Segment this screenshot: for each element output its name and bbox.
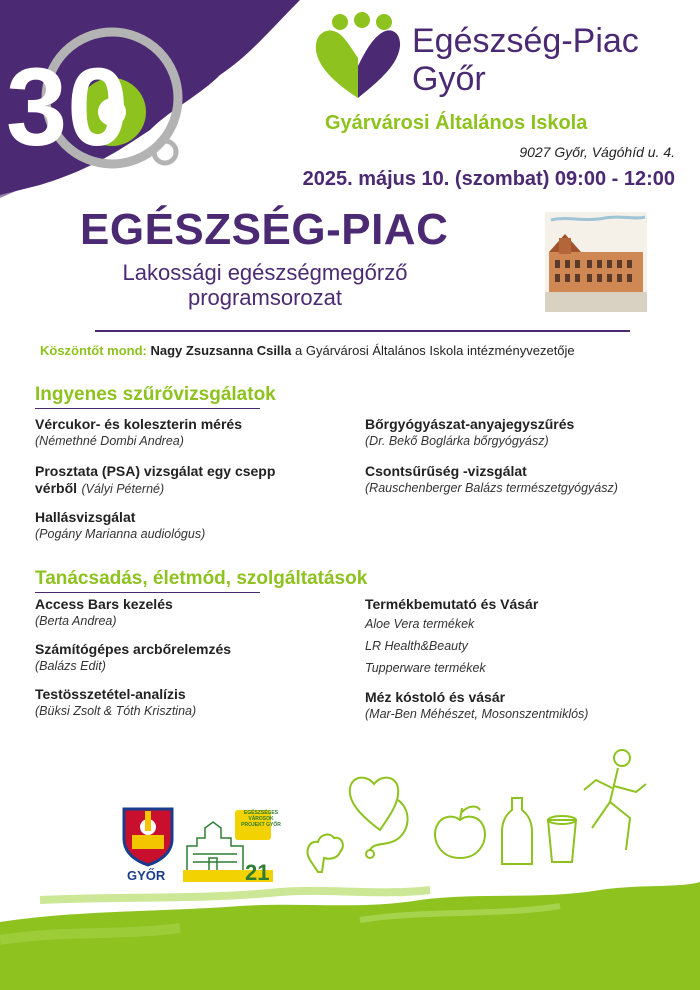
item-person: (Büksi Zsolt & Tóth Krisztina)	[35, 704, 197, 718]
event-title: EGÉSZSÉG-PIAC	[80, 205, 449, 254]
product-item: LR Health&Beauty	[365, 639, 468, 653]
event-subtitle-line1: Lakossági egészségmegőrző	[122, 260, 408, 285]
list-item	[365, 596, 685, 679]
cup-icon	[548, 820, 576, 862]
event-subtitle	[85, 260, 445, 310]
item-name: Vércukor- és koleszterin mérés	[35, 416, 242, 432]
egeszseg-piac-logo-icon	[310, 10, 410, 100]
anniversary-number: 30	[6, 46, 129, 169]
section-screenings-underline	[35, 408, 260, 409]
header-divider	[95, 330, 630, 332]
gyor-coat-of-arms	[118, 805, 178, 867]
list-item	[35, 596, 335, 630]
section-services-title: Tanácsadás, életmód, szolgáltatások	[35, 568, 368, 589]
broccoli-icon	[308, 835, 343, 872]
item-person: (Vályi Péterné)	[81, 482, 165, 496]
item-person: (Berta Andrea)	[35, 614, 117, 628]
event-subtitle-line2: programsorozat	[187, 285, 343, 310]
runner-icon	[614, 750, 630, 766]
list-item	[35, 416, 335, 450]
heart-icon	[350, 778, 398, 830]
list-item	[35, 463, 335, 498]
list-item	[35, 641, 335, 675]
item-person: (Rauschenberger Balázs természetgyógyász)	[365, 481, 618, 495]
greeting-speaker: Nagy Zsuzsanna Csilla	[150, 343, 292, 358]
anniversary-30-logo	[0, 20, 200, 180]
item-name: Prosztata (PSA) vizsgálat egy csepp	[35, 463, 276, 479]
product-item: Tupperware termékek	[365, 661, 486, 675]
school-building-illustration	[545, 212, 647, 312]
item-name: Termékbemutató és Vásár	[365, 596, 539, 612]
item-name: Méz kóstoló és vásár	[365, 689, 506, 705]
item-name: Hallásvizsgálat	[35, 509, 136, 525]
gyor-city-label: GYŐR	[127, 868, 166, 883]
badge-number: 21	[245, 860, 270, 882]
venue-address: 9027 Győr, Vágóhíd u. 4.	[519, 144, 675, 160]
item-person: (Mar-Ben Méhészet, Mosonszentmiklós)	[365, 707, 589, 721]
greeting-line	[40, 343, 575, 358]
item-person: (Dr. Bekő Boglárka bőrgyógyász)	[365, 434, 549, 448]
item-name-cont: vérből	[35, 480, 78, 496]
footer-green-brush	[0, 870, 700, 990]
greeting-role: a Gyárvárosi Általános Iskola intézményvezetője	[295, 343, 575, 358]
list-item	[365, 689, 685, 723]
item-name: Csontsűrűség -vizsgálat	[365, 463, 527, 479]
logo-title-line2: Győr	[412, 60, 486, 98]
logo-title-line1: Egészség-Piac	[412, 22, 639, 60]
bottle-icon	[502, 798, 532, 864]
item-name: Testösszetétel-analízis	[35, 686, 186, 702]
greeting-label: Köszöntőt mond:	[40, 343, 147, 358]
item-name: Számítógépes arcbőrelemzés	[35, 641, 232, 657]
list-item	[365, 416, 685, 450]
list-item	[35, 509, 335, 543]
item-person: (Pogány Marianna audiológus)	[35, 527, 206, 541]
item-name: Access Bars kezelés	[35, 596, 173, 612]
section-screenings-title: Ingyenes szűrővizsgálatok	[35, 384, 276, 405]
product-item: Aloe Vera termékek	[365, 617, 475, 631]
item-person: (Balázs Edit)	[35, 659, 106, 673]
event-date: 2025. május 10. (szombat) 09:00 - 12:00	[302, 168, 675, 190]
health-icons-lineart	[300, 740, 690, 880]
section-services-underline	[35, 592, 260, 593]
badge-text: EGÉSZSÉGES VÁROSOK PROJEKT GYŐR	[241, 810, 281, 828]
item-name: Bőrgyógyászat-anyajegyszűrés	[365, 416, 575, 432]
list-item	[35, 686, 335, 720]
apple-icon	[435, 817, 485, 858]
item-person: (Némethné Dombi Andrea)	[35, 434, 184, 448]
venue-name: Gyárvárosi Általános Iskola	[325, 112, 588, 134]
list-item	[365, 463, 685, 497]
